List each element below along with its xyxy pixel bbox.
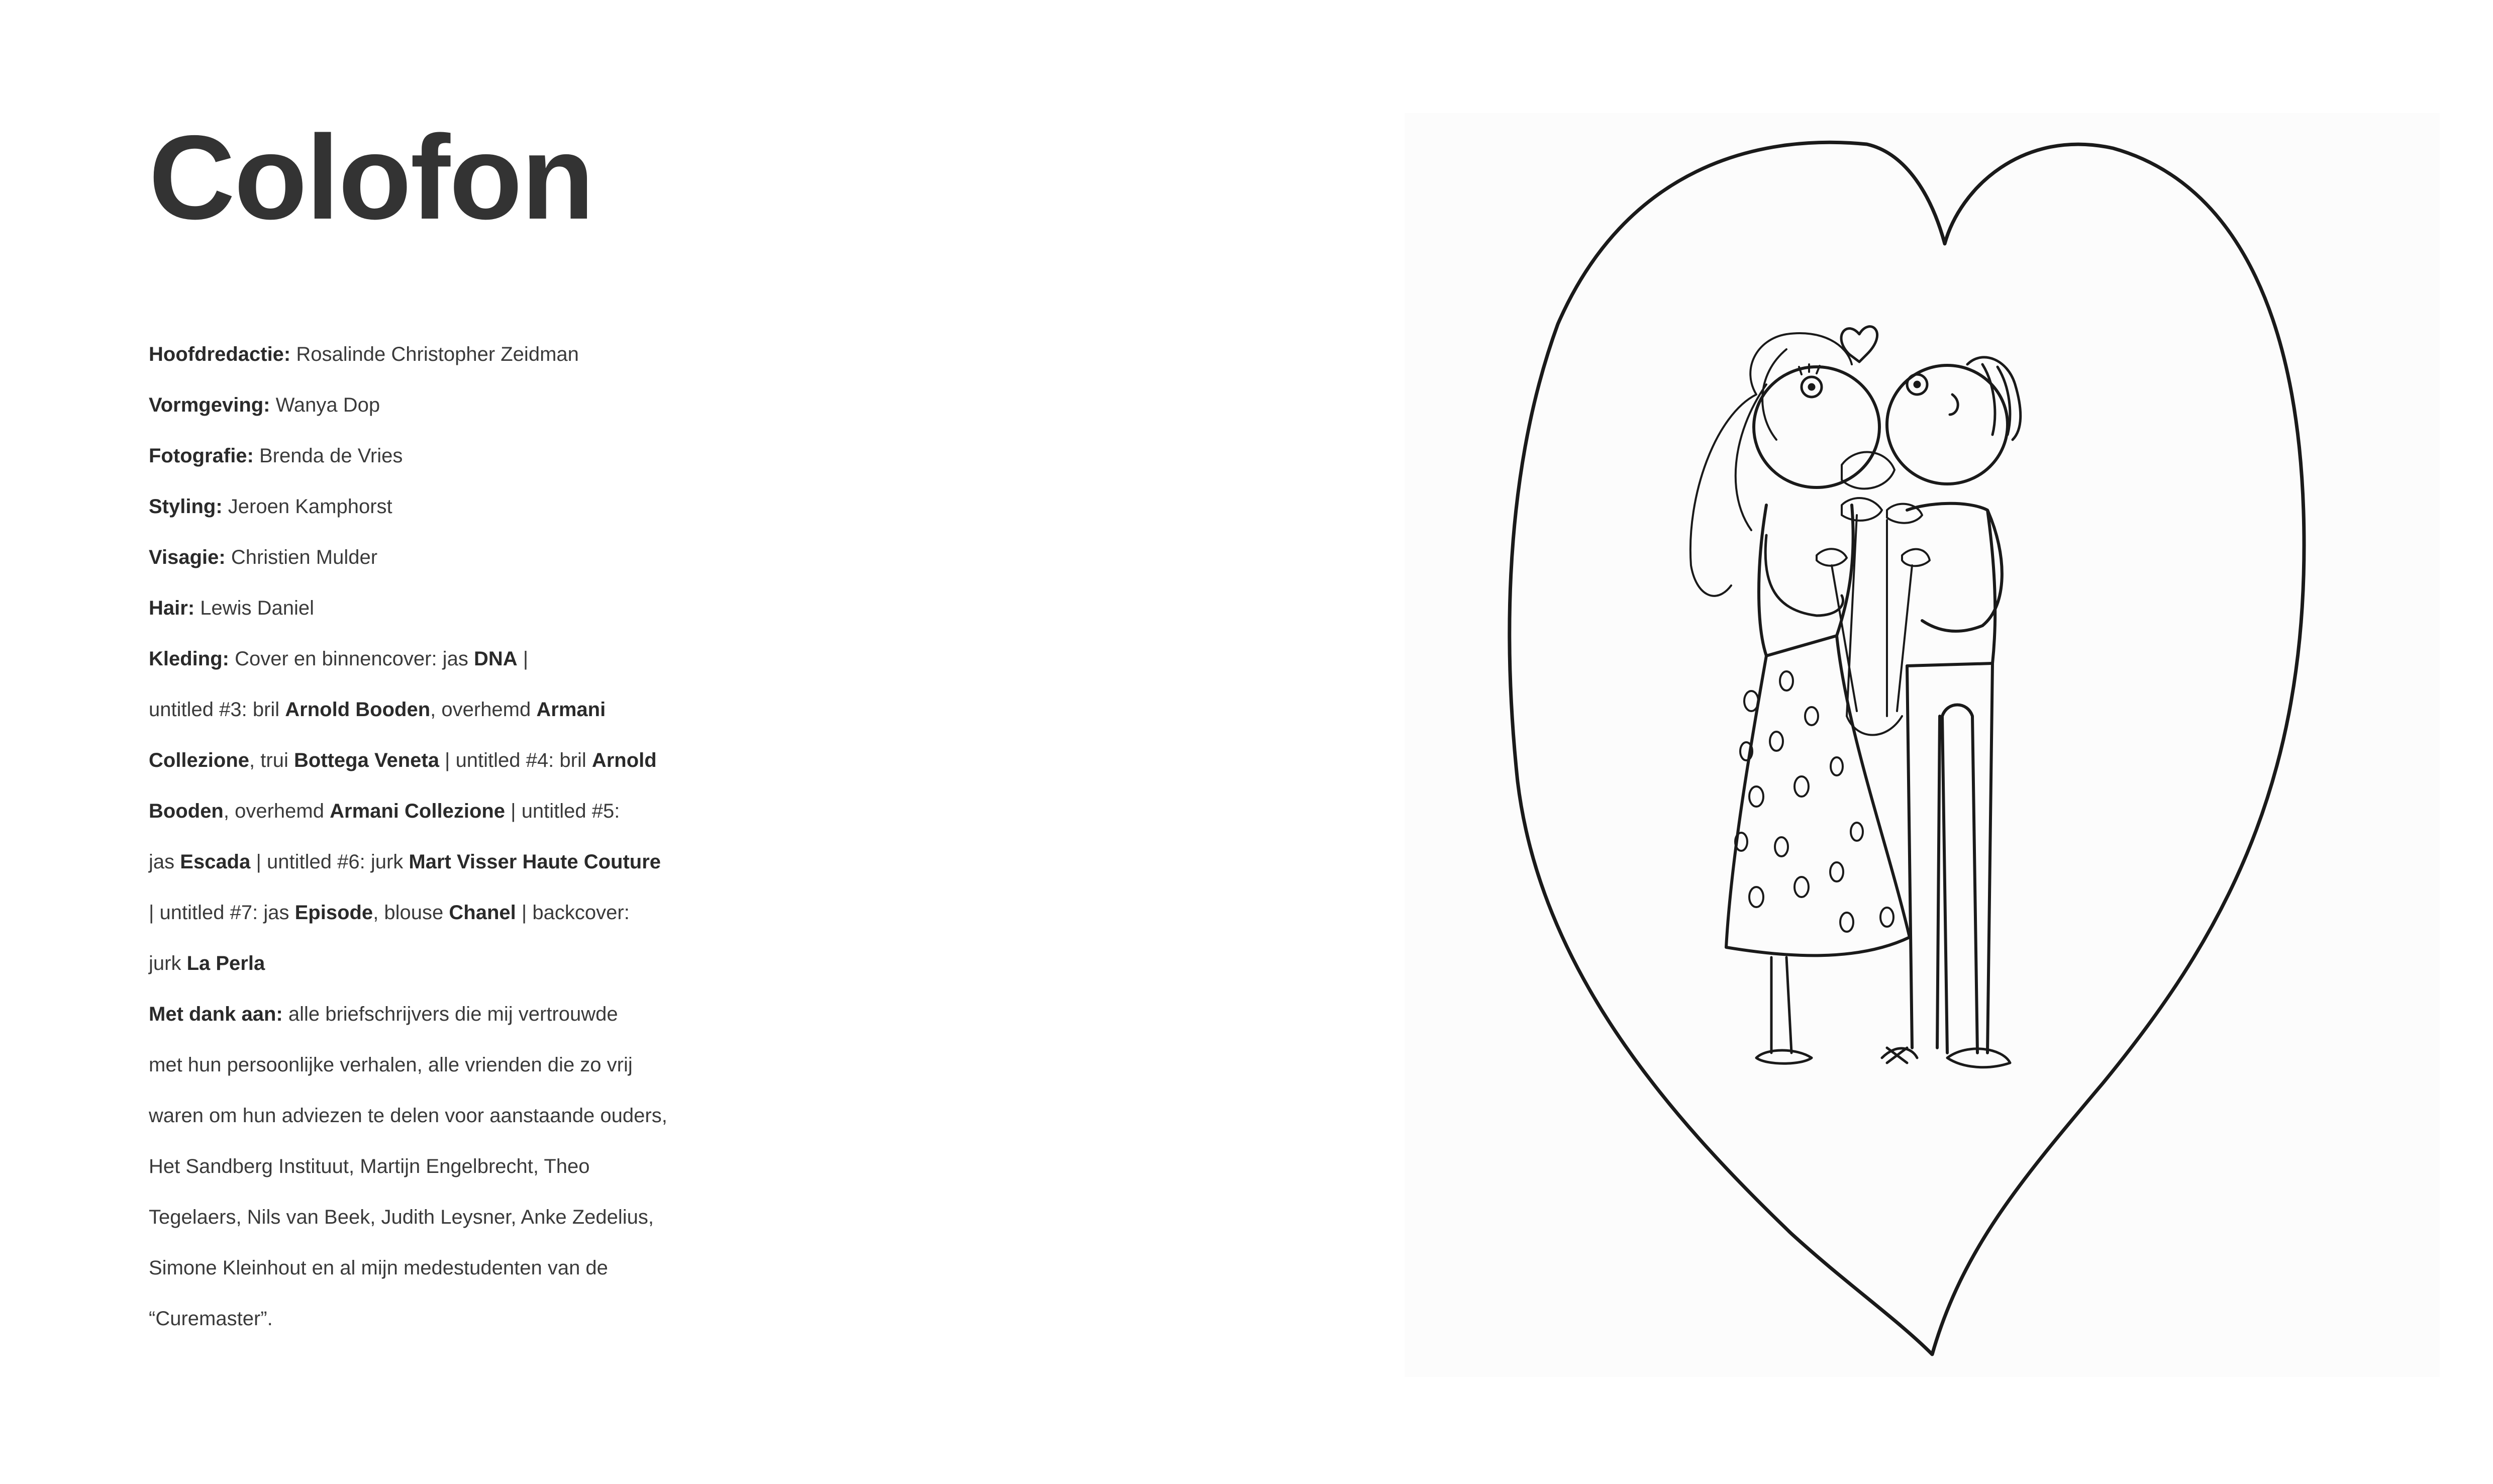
kleding-text: Cover en binnencover: jas: [235, 648, 468, 670]
brand-name: Chanel: [449, 902, 516, 924]
kleding-text: overhemd: [235, 800, 324, 822]
credit-value: Wanya Dop: [275, 394, 380, 416]
brand-name: Armani: [536, 699, 606, 721]
credit-label: Kleding:: [149, 648, 229, 670]
thanks-text: alle briefschrijvers die mij vertrouwde: [288, 1003, 618, 1025]
kleding-text: trui: [260, 749, 288, 771]
credit-value: Lewis Daniel: [200, 597, 315, 619]
credit-visagie: [149, 532, 712, 583]
colophon-credits: [149, 329, 712, 1344]
kleding-line-4: Booden, overhemd Armani Collezione | untitled #5:: [149, 800, 620, 822]
kleding-line-2: untitled #3: bril Arnold Booden, overhemd Armani: [149, 699, 606, 721]
kleding-line-1: Kleding: Cover en binnencover: jas DNA |: [149, 648, 529, 670]
credit-label: Visagie:: [149, 546, 226, 568]
thanks-line-6: Simone Kleinhout en al mijn medestudenten van de: [149, 1257, 608, 1279]
thanks-line-7: “Curemaster”.: [149, 1308, 273, 1330]
credit-value: Brenda de Vries: [259, 445, 403, 467]
brand-name: Bottega Veneta: [293, 749, 439, 771]
brand-name: Collezione: [149, 749, 250, 771]
kleding-text: untitled #3: bril: [149, 699, 280, 721]
credit-label: Styling:: [149, 496, 223, 518]
brand-name: Arnold: [591, 749, 657, 771]
kleding-line-3: Collezione, trui Bottega Veneta | untitled #4: bril Arnold: [149, 749, 657, 771]
credit-styling: [149, 481, 712, 532]
boy-pants: [1907, 663, 1992, 1053]
thanks-line-3: waren om hun adviezen te delen voor aanstaande ouders,: [149, 1105, 667, 1127]
girl-head: [1754, 367, 1879, 487]
credit-value: Jeroen Kamphorst: [228, 496, 392, 518]
brand-name: Episode: [294, 902, 373, 924]
dress-dots: [1735, 671, 1893, 932]
credit-label: Fotografie:: [149, 445, 254, 467]
credit-value: Rosalinde Christopher Zeidman: [296, 343, 579, 365]
credit-label: Vormgeving:: [149, 394, 270, 416]
credit-hair: [149, 583, 712, 634]
flower-bouquet: [1817, 498, 1930, 735]
brand-name: Mart Visser Haute Couture: [409, 851, 661, 873]
brand-name: Arnold Booden: [285, 699, 431, 721]
credit-fotografie: [149, 431, 712, 481]
brand-name: DNA: [473, 648, 518, 670]
brand-name: Booden: [149, 800, 224, 822]
kleding-text: backcover:: [532, 902, 630, 924]
boy-shirt: [1907, 504, 2002, 666]
credit-hoofdredactie: [149, 329, 712, 380]
kleding-text: blouse: [384, 902, 444, 924]
kleding-line-6: | untitled #7: jas Episode, blouse Chanel | backcover:: [149, 902, 630, 924]
kleding-text: untitled #5:: [521, 800, 620, 822]
kleding-text: untitled #4: bril: [455, 749, 586, 771]
girl-arm: [1765, 535, 1843, 616]
kleding-text: jas: [149, 851, 175, 873]
kleding-line-5: jas Escada | untitled #6: jurk Mart Visser Haute Couture: [149, 851, 661, 873]
credit-label: Hair:: [149, 597, 195, 619]
brand-name: Escada: [180, 851, 251, 873]
thanks-line-1: [149, 989, 712, 1040]
heart-couple-drawing: [1405, 113, 2440, 1377]
kleding-text: untitled #7: jas: [159, 902, 289, 924]
thanks-line-5: Tegelaers, Nils van Beek, Judith Leysner, Anke Zedelius,: [149, 1206, 654, 1228]
credit-vormgeving: [149, 380, 712, 431]
thanks-line-4: Het Sandberg Instituut, Martijn Engelbrecht, Theo: [149, 1155, 590, 1177]
credit-label: Met dank aan:: [149, 1003, 283, 1025]
brand-name: Armani Collezione: [330, 800, 506, 822]
small-heart-icon: [1841, 327, 1877, 362]
kleding-text: overhemd: [441, 699, 531, 721]
credit-value: Christien Mulder: [231, 546, 378, 568]
kleding-text: untitled #6: jurk: [267, 851, 404, 873]
brand-name: La Perla: [186, 952, 265, 974]
girl-hair: [1690, 333, 1852, 596]
thanks-line-2: met hun persoonlijke verhalen, alle vrienden die zo vrij: [149, 1054, 633, 1076]
boy-hair: [1967, 357, 2021, 440]
page-title: Colofon: [149, 111, 593, 244]
credit-label: Hoofdredactie:: [149, 343, 291, 365]
kleding-line-7: [149, 938, 712, 989]
kleding-text: jurk: [149, 952, 181, 974]
girl-legs: [1756, 957, 1812, 1063]
